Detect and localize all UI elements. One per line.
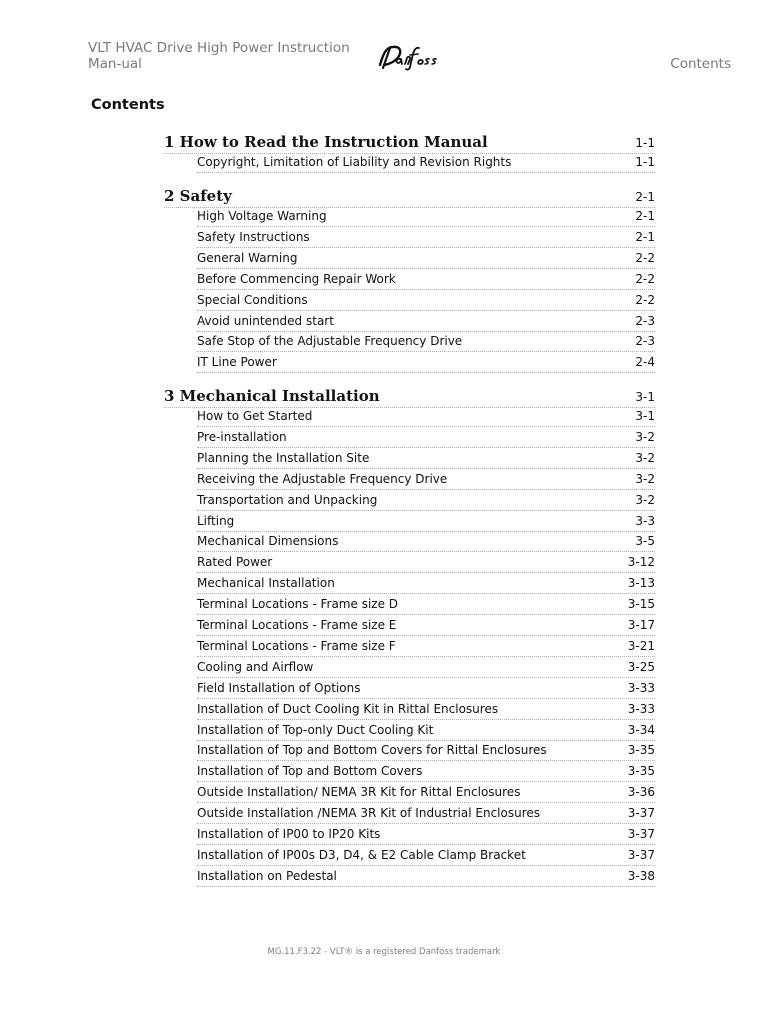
toc-entry-title: Terminal Locations - Frame size D	[197, 597, 399, 612]
toc-entry-title: Cooling and Airflow	[197, 659, 314, 674]
toc-entry-title: Installation of IP00s D3, D4, & E2 Cable Clamp Bracket	[197, 847, 526, 862]
toc-page-number: 3-25	[627, 659, 655, 674]
toc-entry-title: Outside Installation/ NEMA 3R Kit for Rittal Enclosures	[197, 785, 521, 800]
toc-page-number: 3-33	[627, 701, 655, 716]
toc-entry[interactable]	[197, 555, 655, 573]
section-label: Contents	[670, 56, 731, 72]
toc-entry[interactable]	[197, 576, 655, 594]
toc-entry[interactable]	[197, 251, 655, 269]
toc-entry-title: IT Line Power	[197, 355, 277, 370]
toc-entry-title: Installation of Top and Bottom Covers	[197, 764, 423, 779]
toc-entry[interactable]	[197, 639, 655, 657]
toc-page-number: 2-2	[635, 250, 655, 265]
toc-page-number: 2-2	[635, 271, 655, 286]
toc-page-number: 3-12	[627, 555, 655, 570]
toc-entry[interactable]	[197, 702, 655, 720]
toc-page-number: 2-3	[635, 334, 655, 349]
toc-entry[interactable]	[197, 451, 655, 469]
toc-entry-title: Rated Power	[197, 555, 273, 570]
toc-entry-title: Installation of Duct Cooling Kit in Rittal Enclosures	[197, 701, 499, 716]
toc-page-number: 3-37	[627, 847, 655, 862]
toc-page-number: 3-37	[627, 827, 655, 841]
toc-page-number: 2-1	[635, 190, 655, 204]
toc-entry[interactable]	[197, 334, 655, 352]
toc-entry-title: Avoid unintended start	[197, 313, 334, 328]
toc-entry-title: Transportation and Unpacking	[197, 492, 378, 507]
footer-note: MG.11.F3.22 - VLT® is a registered Danfoss trademark	[267, 947, 501, 957]
toc-chapter-title: 3 Mechanical Installation	[164, 387, 380, 405]
toc-entry[interactable]	[197, 514, 655, 532]
toc-entry[interactable]	[197, 430, 655, 448]
toc-entry-title: Planning the Installation Site	[197, 450, 370, 465]
toc-entry[interactable]	[197, 272, 655, 290]
toc-entry[interactable]	[197, 660, 655, 678]
toc-entry[interactable]	[197, 209, 655, 227]
toc-chapter-title: 2 Safety	[164, 187, 232, 205]
toc-page-number: 3-3	[635, 513, 655, 528]
toc-entry-title: Terminal Locations - Frame size F	[197, 638, 396, 653]
toc-entry[interactable]	[197, 155, 655, 173]
toc-page-number: 3-5	[635, 534, 655, 549]
toc-entry[interactable]	[197, 355, 655, 373]
toc-page-number: 2-2	[635, 292, 655, 307]
toc-page-number: 2-1	[635, 229, 655, 244]
toc-page-number: 3-35	[627, 743, 655, 758]
toc-page-number: 3-1	[635, 390, 655, 404]
toc-entry[interactable]	[197, 597, 655, 615]
toc-entry-title: Before Commencing Repair Work	[197, 271, 396, 286]
toc-chapter-title: 1 How to Read the Instruction Manual	[164, 133, 488, 151]
toc-entry-title: How to Get Started	[197, 409, 313, 423]
page-title: Contents	[91, 97, 165, 113]
toc-page-number: 3-35	[627, 764, 655, 779]
toc-page-number: 3-2	[635, 471, 655, 486]
toc-chapter[interactable]	[164, 133, 655, 154]
toc-page-number: 3-2	[635, 429, 655, 444]
toc-entry[interactable]	[197, 230, 655, 248]
toc-entry-title: Pre-installation	[197, 429, 287, 444]
toc-entry[interactable]	[197, 409, 655, 427]
toc-entry-title: General Warning	[197, 250, 298, 265]
toc-entry-title: Lifting	[197, 513, 235, 528]
toc-entry-title: Copyright, Limitation of Liability and Revision Rights	[197, 155, 512, 169]
toc-page-number: 1-1	[635, 155, 655, 169]
toc-page-number: 3-2	[635, 492, 655, 507]
toc-page-number: 3-21	[627, 638, 655, 653]
toc-entry-title: Outside Installation /NEMA 3R Kit of Industrial Enclosures	[197, 806, 541, 821]
toc-entry-title: Safe Stop of the Adjustable Frequency Drive	[197, 334, 463, 349]
toc-page-number: 3-17	[627, 618, 655, 632]
toc-page-number: 2-4	[635, 355, 655, 370]
toc-entry[interactable]	[197, 534, 655, 552]
toc-entry-title: Receiving the Adjustable Frequency Drive	[197, 471, 448, 486]
toc-page-number: 3-2	[635, 450, 655, 465]
toc-entry-title: Safety Instructions	[197, 229, 310, 244]
toc-entry-title: Installation of Top-only Duct Cooling Kit	[197, 722, 434, 737]
toc-page-number: 2-1	[635, 209, 655, 223]
toc-entry[interactable]	[197, 743, 655, 761]
toc-entry[interactable]	[197, 785, 655, 803]
toc-page-number: 1-1	[635, 136, 655, 150]
toc-page-number: 3-33	[627, 680, 655, 695]
toc-page-number: 3-36	[627, 785, 655, 800]
toc-entry-title: Terminal Locations - Frame size E	[197, 618, 397, 632]
toc-entry-title: Mechanical Installation	[197, 576, 335, 591]
toc-entry-title: Mechanical Dimensions	[197, 534, 339, 549]
toc-entry[interactable]	[197, 764, 655, 782]
toc-entry[interactable]	[197, 723, 655, 741]
toc-entry[interactable]	[197, 314, 655, 332]
toc-entry[interactable]	[197, 493, 655, 511]
toc-entry[interactable]	[197, 806, 655, 824]
toc-entry[interactable]	[197, 472, 655, 490]
toc-entry-title: Installation on Pedestal	[197, 868, 337, 883]
toc-page-number: 3-37	[627, 806, 655, 821]
toc-chapter[interactable]	[164, 187, 655, 208]
toc-entry[interactable]	[197, 681, 655, 699]
toc-entry[interactable]	[197, 618, 655, 636]
toc-page-number: 3-1	[635, 409, 655, 423]
toc-chapter[interactable]	[164, 387, 655, 408]
toc-entry-title: High Voltage Warning	[197, 209, 327, 223]
toc-page-number: 3-38	[627, 868, 655, 883]
toc-entry[interactable]	[197, 848, 655, 866]
toc-entry-title: Field Installation of Options	[197, 680, 361, 695]
toc-page-number: 3-15	[627, 597, 655, 612]
toc-page-number: 3-13	[627, 576, 655, 591]
toc-entry[interactable]	[197, 293, 655, 311]
toc-entry-title: Installation of Top and Bottom Covers for Rittal Enclosures	[197, 743, 547, 758]
toc-entry-title: Special Conditions	[197, 292, 308, 307]
toc-entry[interactable]	[197, 869, 655, 887]
toc-entry-title: Installation of IP00 to IP20 Kits	[197, 827, 381, 841]
toc-page-number: 3-34	[627, 722, 655, 737]
toc-page-number: 2-3	[635, 313, 655, 328]
document-title: VLT HVAC Drive High Power Instruction Man-ual	[88, 40, 350, 72]
toc-entry[interactable]	[197, 827, 655, 845]
